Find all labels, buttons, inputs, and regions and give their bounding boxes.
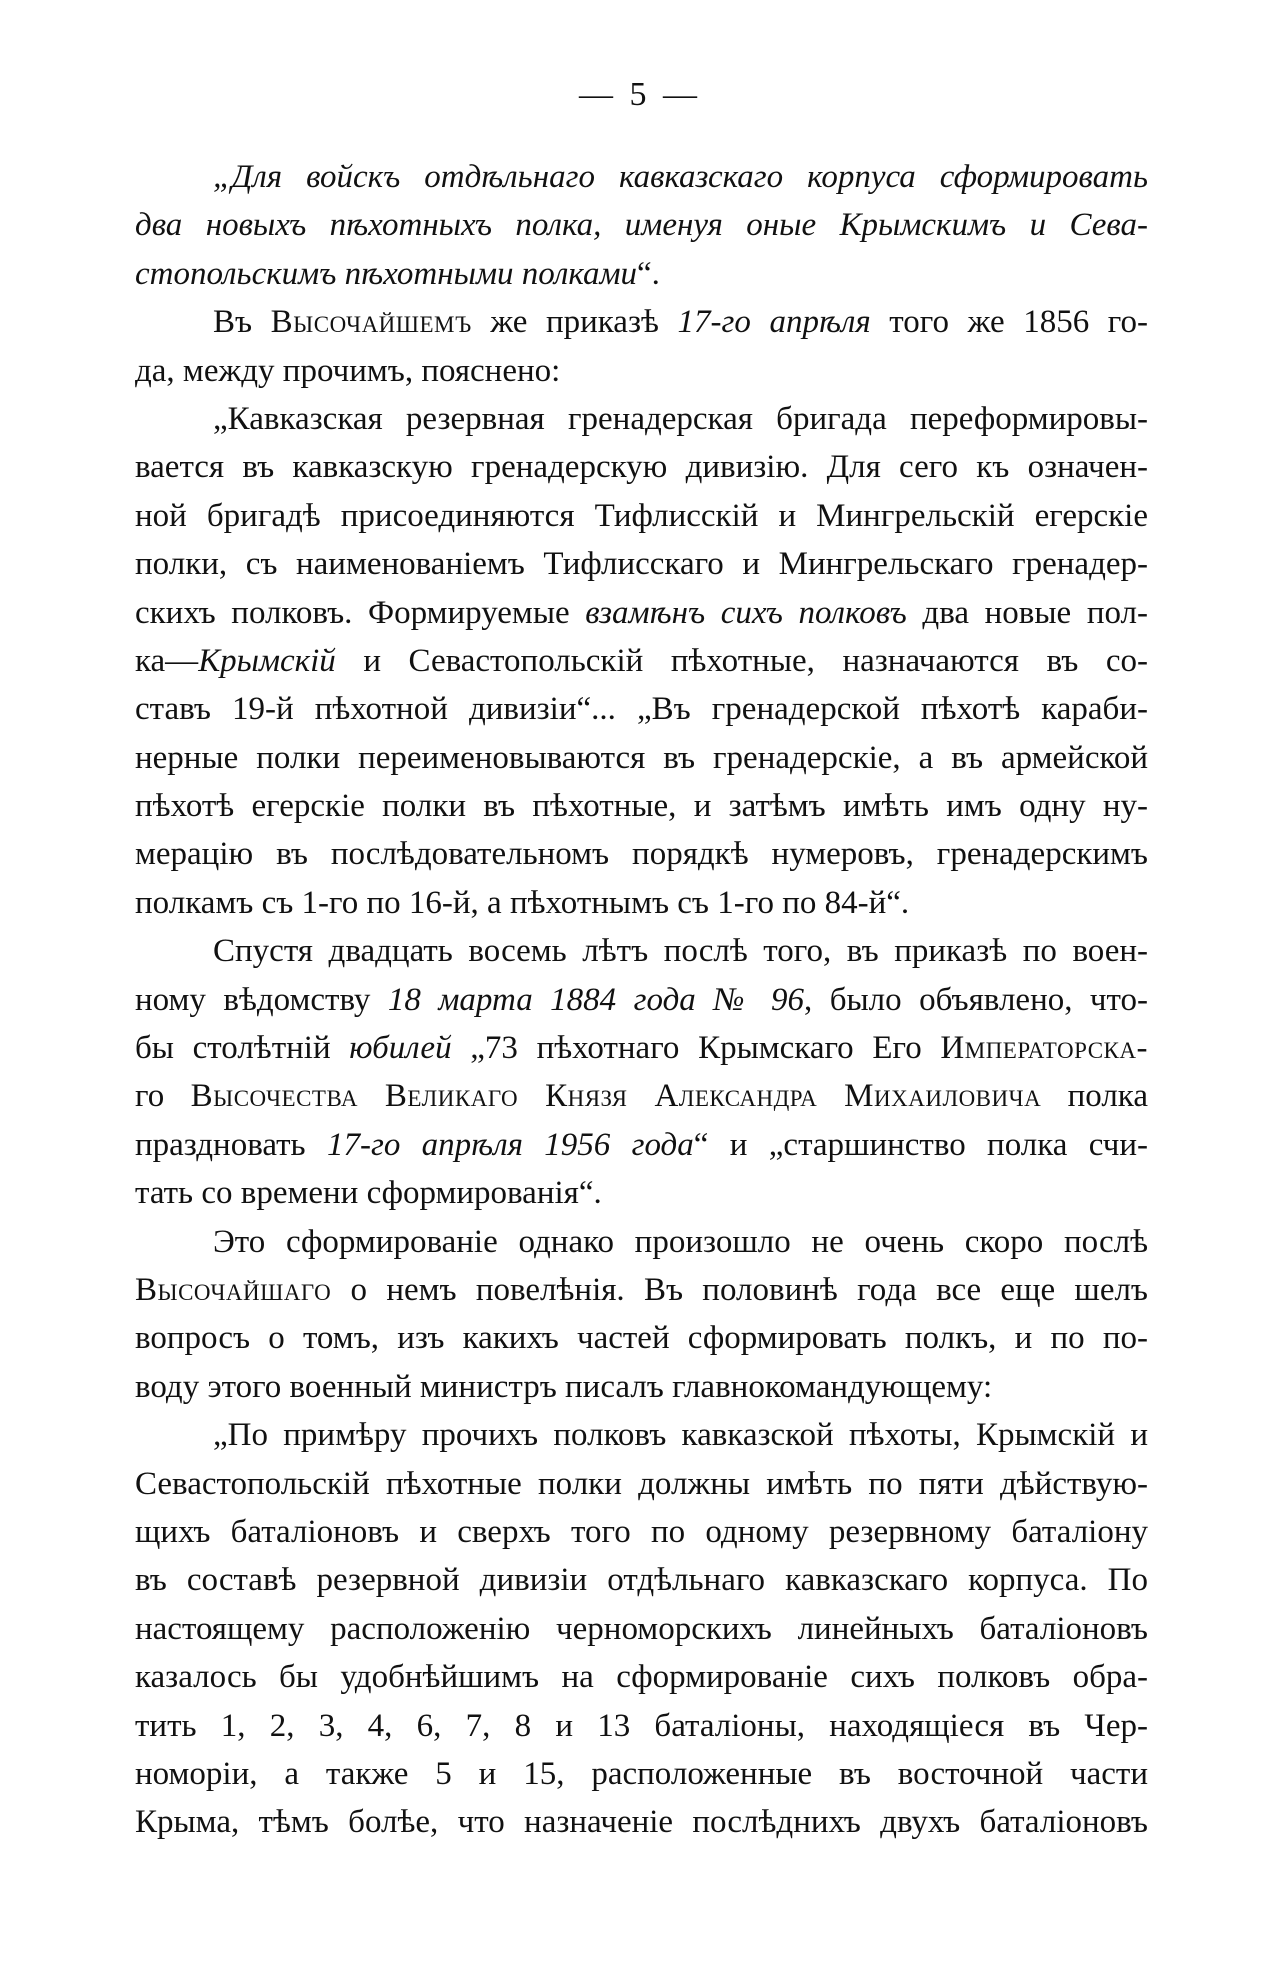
italic-text: юбилей: [349, 1030, 452, 1067]
text-line: [135, 1798, 1148, 1846]
text-line: [135, 685, 1148, 733]
text-segment: полки, съ наименованіемъ Тифлисскаго и Мингрельскаго гренадер-: [135, 546, 1148, 583]
text-segment: въ составѣ резервной дивизіи отдѣльнаго кавказскаго корпуса. По: [135, 1562, 1148, 1599]
text-segment: вается въ кавказскую гренадерскую дивизію. Для сего къ означен-: [135, 449, 1148, 486]
text-line: [135, 1218, 1148, 1266]
italic-text: стопольскимъ пѣхотными полками: [135, 255, 638, 292]
text-segment: казалось бы удобнѣйшимъ на сформированіе сихъ полковъ обра-: [135, 1659, 1148, 1696]
text-segment: же приказѣ: [471, 304, 678, 341]
italic-text: два новыхъ пѣхотныхъ полка, именуя оные Крымскимъ и Сева-: [135, 207, 1148, 244]
text-line: [135, 298, 1148, 346]
text-line: [135, 153, 1148, 201]
text-line: [135, 637, 1148, 685]
text-segment: ка—: [135, 642, 199, 679]
text-segment: тить 1, 2, 3, 4, 6, 7, 8 и 13 баталіоны, находящіеся въ Чер-: [135, 1707, 1148, 1744]
text-segment: “.: [637, 255, 660, 292]
text-line: [135, 830, 1148, 878]
text-segment: „Кавказская резервная гренадерская бригада переформировы-: [213, 400, 1148, 437]
text-segment: вопросъ о томъ, изъ какихъ частей сформировать полкъ, и по по-: [135, 1320, 1148, 1357]
text-segment: номоріи, а также 5 и 15, расположенные въ восточной части: [135, 1755, 1148, 1792]
text-line: [135, 540, 1148, 588]
text-line: [135, 1460, 1148, 1508]
text-line: [135, 1653, 1148, 1701]
small-caps-text: Высочайшемъ: [270, 304, 472, 341]
text-line: [135, 395, 1148, 443]
text-segment: тать со времени сформированія“.: [135, 1175, 602, 1212]
text-line: [135, 201, 1148, 249]
text-line: [135, 734, 1148, 782]
text-line: [135, 1702, 1148, 1750]
text-segment: го: [135, 1078, 191, 1115]
text-segment: праздновать: [135, 1126, 327, 1163]
text-segment: воду этого военный министръ писалъ главнокомандующему:: [135, 1368, 993, 1405]
text-line: [135, 1750, 1148, 1798]
text-line: [135, 1508, 1148, 1556]
text-line: [135, 1266, 1148, 1314]
text-segment: “ и „старшинство полка счи-: [693, 1126, 1148, 1163]
small-caps-text: Высочайшаго: [135, 1271, 332, 1308]
text-segment: того же 1856 го-: [870, 304, 1148, 341]
text-segment: Въ: [213, 304, 271, 341]
text-line: [135, 782, 1148, 830]
text-segment: мерацію въ послѣдовательномъ порядкѣ нумеровъ, гренадерскимъ: [135, 836, 1148, 873]
italic-text: „Для войскъ отдѣльнаго кавказскаго корпуса сформировать: [213, 159, 1148, 195]
text-line: [135, 976, 1148, 1024]
text-line: [135, 1024, 1148, 1072]
text-line: [135, 1169, 1148, 1217]
text-segment: ставъ 19-й пѣхотной дивизіи“... „Въ гренадерской пѣхотѣ караби-: [135, 691, 1148, 728]
small-caps-text: Высочества Великаго Князя Александра Михаиловича: [190, 1078, 1042, 1115]
text-segment: Это сформированіе однако произошло не очень скоро послѣ: [213, 1223, 1148, 1260]
text-line: [135, 1411, 1148, 1459]
italic-text: взамѣнъ сихъ полковъ: [585, 594, 907, 631]
text-line: [135, 1605, 1148, 1653]
text-segment: ному вѣдомству: [135, 981, 388, 1018]
text-segment: бы столѣтній: [135, 1030, 350, 1067]
text-segment: да, между прочимъ, пояснено:: [135, 352, 561, 389]
text-segment: настоящему расположенію черноморскихъ линейныхъ баталіоновъ: [135, 1610, 1148, 1647]
text-line: [135, 1121, 1148, 1169]
text-line: [135, 1314, 1148, 1362]
text-line: [135, 1072, 1148, 1120]
text-line: [135, 1556, 1148, 1604]
text-segment: „73 пѣхотнаго Крымскаго Его: [451, 1030, 941, 1067]
text-line: [135, 589, 1148, 637]
italic-text: 18 марта 1884 года № 96: [387, 981, 804, 1018]
text-line: [135, 1363, 1148, 1411]
text-segment: два новые пол-: [906, 594, 1149, 631]
text-line: [135, 927, 1148, 975]
text-segment: „По примѣру прочихъ полковъ кавказской пѣхоты, Крымскій и: [213, 1417, 1148, 1454]
text-line: [135, 443, 1148, 491]
small-caps-text: Императорска-: [940, 1030, 1148, 1067]
text-segment: , было объявлено, что-: [804, 981, 1149, 1018]
italic-text: 17-го апрѣля 1956 года: [326, 1126, 694, 1163]
text-segment: о немъ повелѣнія. Въ половинѣ года все еще шелъ: [331, 1271, 1148, 1308]
text-segment: нерные полки переименовываются въ гренадерскіе, а въ армейской: [135, 739, 1148, 776]
text-segment: скихъ полковъ. Формируемые: [135, 594, 586, 631]
text-line: [135, 492, 1148, 540]
text-line: [135, 250, 1148, 298]
text-segment: Крыма, тѣмъ болѣе, что назначеніе послѣднихъ двухъ баталіоновъ: [135, 1804, 1148, 1841]
text-segment: и Севастопольскій пѣхотные, назначаются въ со-: [335, 642, 1148, 679]
text-segment: полкамъ съ 1-го по 16-й, а пѣхотнымъ съ 1-го по 84-й“.: [135, 884, 910, 921]
italic-text: Крымскій: [198, 642, 336, 679]
text-segment: щихъ баталіоновъ и сверхъ того по одному резервному баталіону: [135, 1513, 1148, 1550]
text-segment: полка: [1041, 1078, 1148, 1115]
text-line: [135, 879, 1148, 927]
text-segment: Спустя двадцать восемь лѣтъ послѣ того, въ приказѣ по воен-: [213, 933, 1148, 970]
page-text: [135, 153, 1148, 1847]
text-segment: ной бригадѣ присоединяются Тифлисскій и Мингрельскій егерскіе: [135, 497, 1148, 534]
italic-text: 17-го апрѣля: [677, 304, 871, 341]
page-number: — 5 —: [579, 76, 701, 113]
text-segment: пѣхотѣ егерскіе полки въ пѣхотные, и затѣмъ имѣть имъ одну ну-: [135, 788, 1148, 825]
text-line: [135, 347, 1148, 395]
text-segment: Севастопольскій пѣхотные полки должны имѣть по пяти дѣйствую-: [135, 1465, 1148, 1502]
